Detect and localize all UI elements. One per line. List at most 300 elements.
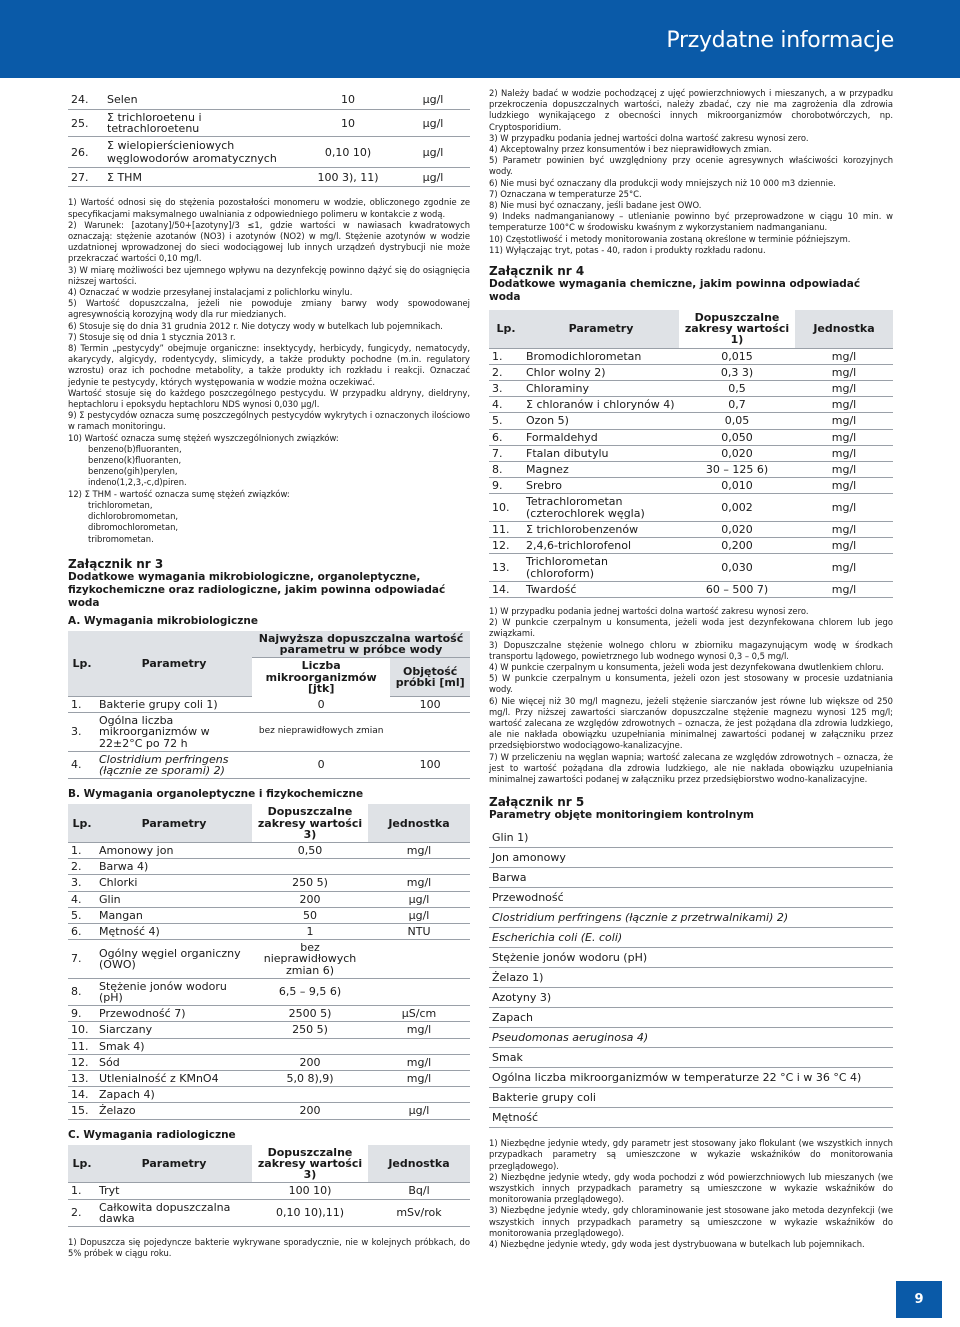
col-lp: Lp. (489, 310, 523, 348)
footnote: 2) Niezbędne jedynie wtedy, gdy woda pochodzi z wód powierzchniowych lub mieszanych (we wszystkich innych przypadkach parametry są umieszczone w wykazie wskaźników do monitorowania przeglądowego). (489, 1171, 893, 1205)
footnote: 9) Indeks nadmanganianowy – utlenianie powinno być przeprowadzone w ciągu 10 min. w temperaturze 100°C w środowisku kwaśnym z wykorzystaniem nadmanganianu. (489, 211, 893, 233)
unit-cell: mg/l (795, 538, 893, 554)
table-row (68, 859, 470, 875)
table-row (489, 381, 893, 397)
unit-cell: μg/l (368, 891, 470, 907)
col-count: Liczba mikroorganizmów [jtk] (252, 658, 390, 697)
unit-cell: mg/l (795, 581, 893, 597)
unit-cell: mg/l (795, 381, 893, 397)
value-cell: 0 (252, 751, 390, 778)
list-item (489, 1048, 893, 1068)
unit-cell: μS/cm (368, 1006, 470, 1022)
table-row (68, 875, 470, 891)
lp-cell: 26. (68, 137, 104, 168)
list-item-text: Jon amonowy (489, 848, 893, 868)
top-table (68, 91, 470, 187)
section-b-title: B. Wymagania organoleptyczne i fizykochemiczne (68, 788, 364, 801)
list-item-text: Bakterie grupy coli (489, 1088, 893, 1108)
lp-cell: 9. (68, 1006, 96, 1022)
list-item-text: Azotyny 3) (489, 988, 893, 1008)
lp-cell: 10. (68, 1022, 96, 1038)
table-row (489, 462, 893, 478)
footnotes (68, 197, 470, 544)
lp-cell: 3. (68, 713, 96, 752)
table-row (489, 478, 893, 494)
table-row (489, 445, 893, 461)
list-item-text: Stężenie jonów wodoru (pH) (489, 948, 893, 968)
value-cell: 0,10 10),11) (252, 1199, 368, 1226)
value-cell: 0 (252, 696, 390, 712)
annex3-footnote: 1) Dopuszcza się pojedyncze bakterie wykrywane sporadycznie, nie w kolejnych próbkach, do 5% próbek w ciągu roku. (68, 1237, 470, 1259)
list-item: benzeno(gih)perylen, (88, 466, 178, 477)
table-row (68, 907, 470, 923)
annex3-title: Załącznik nr 3 (68, 556, 164, 571)
param-cell: Tryt (96, 1183, 252, 1199)
lp-cell: 7. (68, 940, 96, 979)
table-row (489, 554, 893, 581)
value-cell: 200 (252, 1103, 368, 1119)
value-cell (252, 1038, 368, 1054)
lp-cell: 14. (489, 581, 523, 597)
param-cell: Chlorki (96, 875, 252, 891)
lp-cell: 6. (489, 429, 523, 445)
table-row (489, 348, 893, 364)
value-cell: 0,020 (679, 521, 795, 537)
unit-cell: mg/l (795, 494, 893, 521)
lp-cell: 8. (68, 978, 96, 1005)
table-row (489, 364, 893, 380)
col-group: Najwyższa dopuszczalna wartość parametru w próbce wody (252, 631, 470, 658)
footnote: 1) Wartość odnosi się do stężenia pozostałości monomeru w wodzie, obliczonego zgodnie ze specyfikacjami maksymalnego uwalniania z odpowiedniego polimeru w kontakcie z wodą. (68, 197, 470, 219)
list-item-text: Żelazo 1) (489, 968, 893, 988)
lp-cell: 6. (68, 923, 96, 939)
table-row (68, 110, 470, 137)
footnote: 2) W punkcie czerpalnym u konsumenta, jeżeli woda jest dezynfekowana chlorem lub jego związkami. (489, 617, 893, 639)
lp-cell: 11. (68, 1038, 96, 1054)
footnote: 3) Dopuszczalne stężenie wolnego chloru w zbiorniku magazynującym wodę w środkach transportu lądowego, powietrznego lub wodnego wynosi 0,3 – 0,5 mg/l. (489, 639, 893, 661)
unit-cell: mSv/rok (368, 1199, 470, 1226)
param-cell: Mangan (96, 907, 252, 923)
value-cell: 0,3 3) (679, 364, 795, 380)
lp-cell: 14. (68, 1087, 96, 1103)
unit-cell: mg/l (368, 1071, 470, 1087)
unit-cell: mg/l (368, 1054, 470, 1070)
page-number: 9 (896, 1281, 942, 1318)
value-cell: 100 (390, 696, 470, 712)
table-row (68, 1038, 470, 1054)
list-item (489, 908, 893, 928)
list-item: tribromometan. (88, 533, 154, 544)
unit-cell: mg/l (368, 1022, 470, 1038)
page-title: Przydatne informacje (666, 28, 894, 53)
value-cell (252, 859, 368, 875)
lp-cell: 1. (68, 696, 96, 712)
footnote: 12) Σ THM - wartość oznacza sumę stężeń związków: (68, 488, 290, 499)
table-row (489, 538, 893, 554)
value-cell: 10 (300, 110, 396, 137)
footnote: 5) W punkcie czerpalnym u konsumenta, jeżeli ozon jest stosowany w procesie uzdatniania wody. (489, 673, 893, 695)
list-item (489, 988, 893, 1008)
table-row (489, 494, 893, 521)
annex3-subtitle: Dodatkowe wymagania mikrobiologiczne, organoleptyczne, fizykochemiczne oraz radiologiczne, jakim powinna odpowiadać woda (68, 570, 446, 609)
value-cell: 100 3), 11) (300, 168, 396, 187)
col-lp: Lp. (68, 804, 96, 842)
unit-cell (368, 1087, 470, 1103)
footnote: 7) Oznaczana w temperaturze 25°C. (489, 188, 642, 199)
lp-cell: 1. (489, 348, 523, 364)
table-b (68, 804, 470, 1119)
col-range: Dopuszczalne zakresy wartości 3) (252, 1145, 368, 1183)
footnote: 10) Wartość oznacza sumę stężeń wyszczególnionych związków: (68, 432, 339, 443)
lp-cell: 12. (489, 538, 523, 554)
table-row (68, 923, 470, 939)
value-cell: 0,010 (679, 478, 795, 494)
footnote: 2) Warunek: [azotany]/50+[azotyny]/3 ≤1, gdzie wartości w nawiasach kwadratowych oznaczają: stężenie azotanów (NO3) i azotynów (NO2) w mg/l. Stężenie azotynów w wodzie uzdatnionej wprowadzonej do sieci wodociągowej lub innych urządzeń dystrybucji nie może przekraczać wartości 0,10 mg/l. (68, 219, 470, 264)
footnote: 10) Częstotliwość i metody monitorowania zostaną określone w terminie późniejszym. (489, 233, 851, 244)
list-item: dichlorobromometan, (88, 511, 179, 522)
table-row (68, 1087, 470, 1103)
col-param: Parametry (96, 1145, 252, 1183)
lp-cell: 1. (68, 842, 96, 858)
value-cell: 1 (252, 923, 368, 939)
list-item-text: Mętność (489, 1108, 893, 1128)
col-volume: Objętość próbki [ml] (390, 658, 470, 697)
param-cell: Selen (104, 91, 300, 110)
value-cell: 200 (252, 1054, 368, 1070)
list-item (489, 928, 893, 948)
param-cell: Formaldehyd (523, 429, 679, 445)
list-item-text: Zapach (489, 1008, 893, 1028)
value-cell: 50 (252, 907, 368, 923)
unit-cell: mg/l (795, 413, 893, 429)
footnote: Wartość stosuje się do każdego poszczególnego pestycydu. W przypadku aldryny, dieldryny, heptachloru i epoksydu heptachloru NDS wynosi 0,030 μg/l. (68, 387, 470, 410)
value-cell: 0,7 (679, 397, 795, 413)
value-cell: 0,05 (679, 413, 795, 429)
list-item-text: Pseudomonas aeruginosa 4) (489, 1028, 893, 1048)
unit-cell: mg/l (795, 445, 893, 461)
list-item (489, 1088, 893, 1108)
table-row (489, 429, 893, 445)
param-cell: Przewodność 7) (96, 1006, 252, 1022)
lp-cell: 11. (489, 521, 523, 537)
annex4-subtitle: Dodatkowe wymagania chemiczne, jakim powinna odpowiadać woda (489, 278, 861, 304)
param-cell: Ozon 5) (523, 413, 679, 429)
param-cell: Mętność 4) (96, 923, 252, 939)
list-item: trichlorometan, (88, 499, 153, 510)
value-cell: 2500 5) (252, 1006, 368, 1022)
value-cell: 60 – 500 7) (679, 581, 795, 597)
value-cell: 0,015 (679, 348, 795, 364)
list-item (489, 948, 893, 968)
table-row (489, 413, 893, 429)
value-cell: 6,5 – 9,5 6) (252, 978, 368, 1005)
unit-cell: μg/l (368, 1103, 470, 1119)
footnote: 4) W punkcie czerpalnym u konsumenta, jeżeli woda jest dezynfekowana dwutlenkiem chloru. (489, 661, 884, 672)
table-row (489, 581, 893, 597)
value-cell: 250 5) (252, 875, 368, 891)
value-cell: 0,200 (679, 538, 795, 554)
footnote: 11) Wyłączając tryt, potas - 40, radon i produkty rozkładu radonu. (489, 244, 766, 255)
unit-cell: Bq/l (368, 1183, 470, 1199)
lp-cell: 2. (68, 859, 96, 875)
footnote: 6) Stosuje się do dnia 31 grudnia 2012 r. Nie dotyczy wody w butelkach lub pojemnikach. (68, 320, 443, 331)
list-item-text: Barwa (489, 868, 893, 888)
table-row (68, 751, 470, 778)
lp-cell: 10. (489, 494, 523, 521)
value-cell: 100 (390, 751, 470, 778)
table-row (68, 713, 470, 752)
annex5-subtitle: Parametry objęte monitoringiem kontrolnym (489, 809, 754, 822)
param-cell: Siarczany (96, 1022, 252, 1038)
param-cell: 2,4,6-trichlorofenol (523, 538, 679, 554)
param-cell: Σ trichlorobenzenów (523, 521, 679, 537)
footnote: 4) Niezbędne jedynie wtedy, gdy woda jest dystrybuowana w butelkach lub pojemnikach. (489, 1238, 865, 1249)
list-item-text: Ogólna liczba mikroorganizmów w temperaturze 22 °C i w 36 °C 4) (489, 1068, 893, 1088)
param-cell: Barwa 4) (96, 859, 252, 875)
table-row (489, 521, 893, 537)
lp-cell: 2. (489, 364, 523, 380)
footnote: 6) Nie więcej niż 30 mg/l magnezu, jeżeli stężenie siarczanów jest równe lub większe od 250 mg/l. Przy niższej zawartości siarczanów dopuszczalne stężenie magnezu wynosi 125 mg/l; wartość zalecana ze względów zdrowotnych – oznacza, że jest pożądana dla zdrowia ludzkiego, ale nie nakłada obowiązku uzupełniania minimalnej zawartości podanej w załączniku przez przedsiębiorstwo wodociągowo-kanalizacyjne. (489, 695, 893, 751)
param-cell: Amonowy jon (96, 842, 252, 858)
footnote: 1) Niezbędne jedynie wtedy, gdy parametr jest stosowany jako flokulant (we wszystkich innych przypadkach parametry są umieszczone w wykazie wskaźników do monitorowania przeglądowego). (489, 1138, 893, 1171)
footnote: 3) Niezbędne jedynie wtedy, gdy chloraminowanie jest stosowane jako metoda dezynfekcji (we wszystkich innych przypadkach parametry są umieszczone w wykazie wskaźników do monitorowania przeglądowego). (489, 1205, 893, 1238)
table-row (68, 91, 470, 110)
param-cell: Całkowita dopuszczalna dawka (96, 1199, 252, 1226)
list-item (489, 1068, 893, 1088)
footnote: 4) Oznaczać w wodzie przesyłanej instalacjami z polichlorku winylu. (68, 287, 353, 298)
list-item-text: Smak (489, 1048, 893, 1068)
table-row (68, 891, 470, 907)
footnote: 7) W przeliczeniu na węglan wapnia; wartość zalecana ze względów zdrowotnych – oznacza, że jest to wartość pożądana dla zdrowia ludzkiego, ale nie nakłada obowiązku uzupełniania minimalnej zawartości podanej w załączniku przez przedsiębiorstwo wodno-kanalizacyjne. (489, 751, 893, 784)
col-param: Parametry (96, 804, 252, 842)
footnote: 4) Akceptowalny przez konsumentów i bez nieprawidłowych zmian. (489, 144, 772, 155)
unit-cell (368, 978, 470, 1005)
unit-cell: mg/l (368, 842, 470, 858)
table-row (489, 397, 893, 413)
param-cell: Żelazo (96, 1103, 252, 1119)
lp-cell: 24. (68, 91, 104, 110)
param-cell: Σ wielopierścieniowych węglowodorów aromatycznych (104, 137, 300, 168)
value-cell: 30 – 125 6) (679, 462, 795, 478)
param-cell: Trichlorometan (chloroform) (523, 554, 679, 581)
col-lp: Lp. (68, 1145, 96, 1183)
table-row (68, 1183, 470, 1199)
value-cell: 200 (252, 891, 368, 907)
param-cell: Ftalan dibutylu (523, 445, 679, 461)
col-unit: Jednostka (368, 804, 470, 842)
footnote: 8) Nie musi być oznaczany, jeśli badane jest OWO. (489, 200, 702, 211)
unit-cell: mg/l (795, 429, 893, 445)
list-item-text: Escherichia coli (E. coli) (489, 928, 893, 948)
value-cell: 0,030 (679, 554, 795, 581)
param-cell: Chlor wolny 2) (523, 364, 679, 380)
unit-cell: mg/l (795, 478, 893, 494)
unit-cell: μg/l (396, 110, 470, 137)
col-range: Dopuszczalne zakresy wartości 1) (679, 310, 795, 348)
param-cell: Bromodichlorometan (523, 348, 679, 364)
col-unit: Jednostka (368, 1145, 470, 1183)
lp-cell: 4. (68, 751, 96, 778)
param-cell: Σ trichloroetenu i tetrachloroetenu (104, 110, 300, 137)
value-cell: bez nieprawidłowych zmian 6) (252, 940, 368, 979)
list-item (489, 848, 893, 868)
lp-cell: 3. (68, 875, 96, 891)
table-row (68, 1006, 470, 1022)
annex4-footnotes (489, 606, 893, 785)
unit-cell: mg/l (795, 397, 893, 413)
footnote: 6) Nie musi być oznaczany dla produkcji wody mniejszych niż 10 000 m3 dziennie. (489, 177, 836, 188)
table-row (68, 1103, 470, 1119)
value-cell: 0,050 (679, 429, 795, 445)
lp-cell: 13. (489, 554, 523, 581)
param-cell: Srebro (523, 478, 679, 494)
col-range: Dopuszczalne zakresy wartości 3) (252, 804, 368, 842)
param-cell: Sód (96, 1054, 252, 1070)
right-column (489, 88, 893, 1250)
page-header (0, 0, 960, 78)
unit-cell: mg/l (795, 521, 893, 537)
param-cell: Σ chloranów i chlorynów 4) (523, 397, 679, 413)
unit-cell: mg/l (795, 462, 893, 478)
param-cell: Stężenie jonów wodoru (pH) (96, 978, 252, 1005)
value-cell: 0,5 (679, 381, 795, 397)
unit-cell: mg/l (795, 364, 893, 380)
footnote: 3) W przypadku podania jednej wartości dolna wartość zakresu wynosi zero. (489, 132, 809, 143)
footnote: 5) Wartość dopuszczalna, jeżeli nie powoduje zmiany barwy wody spowodowanej agresywnością korozyjną wody dla rur miedzianych. (68, 298, 470, 320)
list-item-text: Przewodność (489, 888, 893, 908)
param-cell: Tetrachlorometan (czterochlorek węgla) (523, 494, 679, 521)
unit-cell (368, 940, 470, 979)
list-item (489, 888, 893, 908)
table-row (68, 978, 470, 1005)
list-item (489, 868, 893, 888)
value-cell: bez nieprawidłowych zmian (252, 713, 390, 752)
param-cell: Utlenialność z KMnO4 (96, 1071, 252, 1087)
lp-cell: 27. (68, 168, 104, 187)
unit-cell: mg/l (795, 348, 893, 364)
footnotes (489, 88, 893, 256)
lp-cell: 5. (68, 907, 96, 923)
unit-cell: μg/l (368, 907, 470, 923)
list-item: benzeno(b)fluoranten, (88, 443, 182, 454)
lp-cell: 2. (68, 1199, 96, 1226)
col-unit: Jednostka (795, 310, 893, 348)
footnote: 5) Parametr powinien być uwzględniony przy ocenie agresywnych właściwości korozyjnych wody. (489, 155, 893, 177)
unit-cell: μg/l (396, 137, 470, 168)
footnote: 3) W miarę możliwości bez ujemnego wpływu na dezynfekcję powinno dążyć się do osiągnięcia niższej wartości. (68, 264, 470, 286)
unit-cell: μg/l (396, 168, 470, 187)
annex4-title: Załącznik nr 4 (489, 264, 585, 279)
table-row (68, 1054, 470, 1070)
list-item (489, 1008, 893, 1028)
param-cell: Twardość (523, 581, 679, 597)
table-a (68, 631, 470, 779)
table-row (68, 137, 470, 168)
value-cell (252, 1087, 368, 1103)
col-param: Parametry (523, 310, 679, 348)
table-row (68, 940, 470, 979)
list-item (489, 828, 893, 848)
param-cell: Magnez (523, 462, 679, 478)
unit-cell: NTU (368, 923, 470, 939)
left-column (68, 88, 470, 1259)
param-cell: Chloraminy (523, 381, 679, 397)
lp-cell: 5. (489, 413, 523, 429)
list-item (489, 1108, 893, 1128)
list-item: indeno(1,2,3,-c,d)piren. (88, 477, 187, 488)
footnote: 9) Σ pestycydów oznacza sumę poszczególnych pestycydów wykrytych i oznaczonych ilościowo w ramach monitoringu. (68, 410, 470, 432)
table-annex4 (489, 310, 893, 598)
table-row (68, 696, 470, 712)
value-cell (390, 713, 470, 752)
value-cell: 0,50 (252, 842, 368, 858)
col-lp: Lp. (68, 631, 96, 697)
list-item (489, 968, 893, 988)
lp-cell: 15. (68, 1103, 96, 1119)
value-cell: 0,10 10) (300, 137, 396, 168)
lp-cell: 25. (68, 110, 104, 137)
table-row (68, 842, 470, 858)
value-cell: 100 10) (252, 1183, 368, 1199)
annex5-title: Załącznik nr 5 (489, 795, 585, 810)
footnote: 2) Należy badać w wodzie pochodzącej z ujęć powierzchniowych i mieszanych, a w przypadku przekroczenia dopuszczalnych wartości, należy zbadać, czy nie ma zagrożenia dla zdrowia ludzkiego wynikającego z obecności innych mikroorganizmów chorobotwórczych, np. Cryptosporidium. (489, 88, 893, 132)
lp-cell: 1. (68, 1183, 96, 1199)
value-cell: 250 5) (252, 1022, 368, 1038)
param-cell: Bakterie grupy coli 1) (96, 696, 252, 712)
lp-cell: 4. (68, 891, 96, 907)
lp-cell: 7. (489, 445, 523, 461)
unit-cell: mg/l (795, 554, 893, 581)
param-cell: Smak 4) (96, 1038, 252, 1054)
param-cell: Glin (96, 891, 252, 907)
value-cell: 0,002 (679, 494, 795, 521)
lp-cell: 13. (68, 1071, 96, 1087)
list-item: dibromochlorometan, (88, 522, 179, 533)
table-c (68, 1145, 470, 1227)
list-item-text: Clostridium perfringens (łącznie z przetrwalnikami) 2) (489, 908, 893, 928)
param-cell: Clostridium perfringens (łącznie ze sporami) 2) (96, 751, 252, 778)
table-row (68, 168, 470, 187)
param-cell: Ogólny węgiel organiczny (OWO) (96, 940, 252, 979)
footnote: 8) Termin „pestycydy” obejmuje organiczne: insektycydy, herbicydy, fungicydy, nematocydy, akarycydy, algicydy, rodentycydy, slimicydy, a także produkty pochodne (m.in. regulatory wzrostu) oraz ich pochodne metabolity, a także produkty ich rozkładu i reakcji. Oznaczać jedynie te pestycydy, których występowania w wodzie można oczekiwać. (68, 343, 470, 387)
lp-cell: 3. (489, 381, 523, 397)
table-row (68, 1071, 470, 1087)
annex5-footnotes (489, 1138, 893, 1250)
param-cell: Σ THM (104, 168, 300, 187)
list-item (489, 1028, 893, 1048)
lp-cell: 12. (68, 1054, 96, 1070)
lp-cell: 4. (489, 397, 523, 413)
param-cell: Zapach 4) (96, 1087, 252, 1103)
value-cell: 10 (300, 91, 396, 110)
footnote: 1) W przypadku podania jednej wartości dolna wartość zakresu wynosi zero. (489, 605, 809, 616)
lp-cell: 8. (489, 462, 523, 478)
param-cell: Ogólna liczba mikroorganizmów w 22±2°C po 72 h (96, 713, 252, 752)
list-item: benzeno(k)fluoranten, (88, 455, 182, 466)
lp-cell: 9. (489, 478, 523, 494)
section-a-title: A. Wymagania mikrobiologiczne (68, 614, 258, 627)
unit-cell: mg/l (368, 875, 470, 891)
table-row (68, 1199, 470, 1226)
list-item-text: Glin 1) (489, 828, 893, 848)
table-row (68, 1022, 470, 1038)
col-param: Parametry (96, 631, 252, 697)
unit-cell (368, 1038, 470, 1054)
footnote: 7) Stosuje się od dnia 1 stycznia 2013 r. (68, 331, 236, 342)
value-cell: 0,020 (679, 445, 795, 461)
annex5-list (489, 828, 893, 1128)
value-cell: 5,0 8),9) (252, 1071, 368, 1087)
